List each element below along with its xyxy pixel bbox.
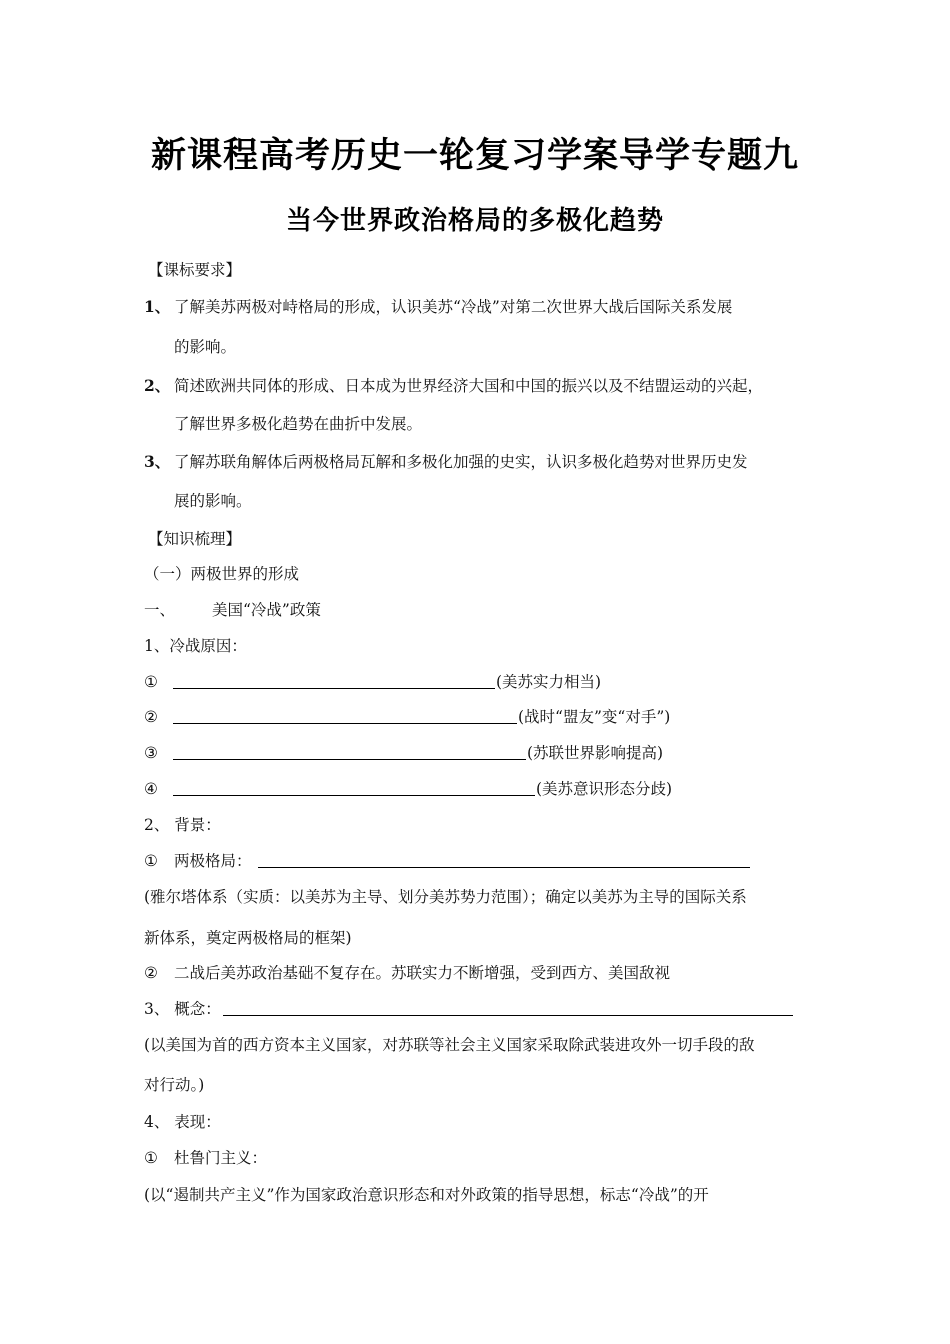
page-subtitle: 当今世界政治格局的多极化趋势	[285, 206, 664, 236]
performance-1-mark: ①	[144, 1149, 158, 1167]
background-2-mark: ②	[144, 964, 158, 982]
background-1-label: 两极格局：	[174, 852, 252, 870]
background-1-mark: ①	[144, 852, 158, 870]
question-3-label: 3、 概念：	[144, 1000, 221, 1018]
reason-3-mark: ③	[144, 744, 158, 762]
curriculum-heading: 【课标要求】	[148, 261, 242, 279]
question-1-label: 1、冷战原因：	[144, 637, 247, 655]
reason-3-blank[interactable]	[173, 742, 526, 760]
reason-4-blank[interactable]	[173, 778, 535, 796]
curriculum-item-1-text-cont: 的影响。	[174, 338, 237, 356]
reason-3-hint: (苏联世界影响提高)	[527, 744, 664, 762]
performance-1-note: (以“遏制共产主义”作为国家政治意识形态和对外政策的指导思想，标志“冷战”的开	[144, 1186, 709, 1204]
background-2-text: 二战后美苏政治基础不复存在。苏联实力不断增强，受到西方、美国敌视	[174, 964, 671, 982]
section-1-number: 一、	[144, 601, 176, 619]
page-title: 新课程高考历史一轮复习学案导学专题九	[150, 136, 799, 176]
reason-1-mark: ①	[144, 673, 158, 691]
reason-2-hint: (战时“盟友”变“对手”)	[518, 708, 671, 726]
performance-1-label: 杜鲁门主义：	[174, 1149, 268, 1167]
background-1-note-cont: 新体系，奠定两极格局的框架)	[144, 929, 352, 947]
curriculum-item-3-text-cont: 展的影响。	[174, 492, 252, 510]
reason-1-blank[interactable]	[173, 671, 495, 689]
part-1-heading: （一）两极世界的形成	[144, 565, 300, 583]
question-4-label: 4、 表现：	[144, 1113, 221, 1131]
background-1-blank[interactable]	[258, 850, 750, 868]
concept-note: (以美国为首的西方资本主义国家，对苏联等社会主义国家采取除武装进攻外一切手段的敌	[144, 1036, 755, 1054]
curriculum-item-1-number: 1、	[144, 297, 171, 316]
curriculum-item-3-number: 3、	[144, 452, 171, 471]
curriculum-item-2-number: 2、	[144, 376, 171, 395]
knowledge-heading: 【知识梳理】	[148, 530, 242, 548]
curriculum-item-2-text-cont: 了解世界多极化趋势在曲折中发展。	[174, 415, 423, 433]
section-1-title: 美国“冷战”政策	[212, 601, 321, 619]
concept-note-cont: 对行动。)	[144, 1076, 205, 1094]
question-2-label: 2、 背景：	[144, 816, 221, 834]
curriculum-item-3-text: 了解苏联角解体后两极格局瓦解和多极化加强的史实，认识多极化趋势对世界历史发	[174, 453, 748, 471]
curriculum-item-1-text: 了解美苏两极对峙格局的形成，认识美苏“冷战”对第二次世界大战后国际关系发展	[174, 298, 733, 316]
reason-2-blank[interactable]	[173, 706, 517, 724]
reason-4-mark: ④	[144, 780, 158, 798]
reason-4-hint: (美苏意识形态分歧)	[536, 780, 673, 798]
background-1-note: (雅尔塔体系（实质：以美苏为主导、划分美苏势力范围）；确定以美苏为主导的国际关系	[144, 888, 747, 906]
reason-1-hint: (美苏实力相当)	[496, 673, 602, 691]
curriculum-item-2-text: 简述欧洲共同体的形成、日本成为世界经济大国和中国的振兴以及不结盟运动的兴起，	[174, 377, 764, 395]
reason-2-mark: ②	[144, 708, 158, 726]
concept-blank[interactable]	[223, 998, 793, 1016]
